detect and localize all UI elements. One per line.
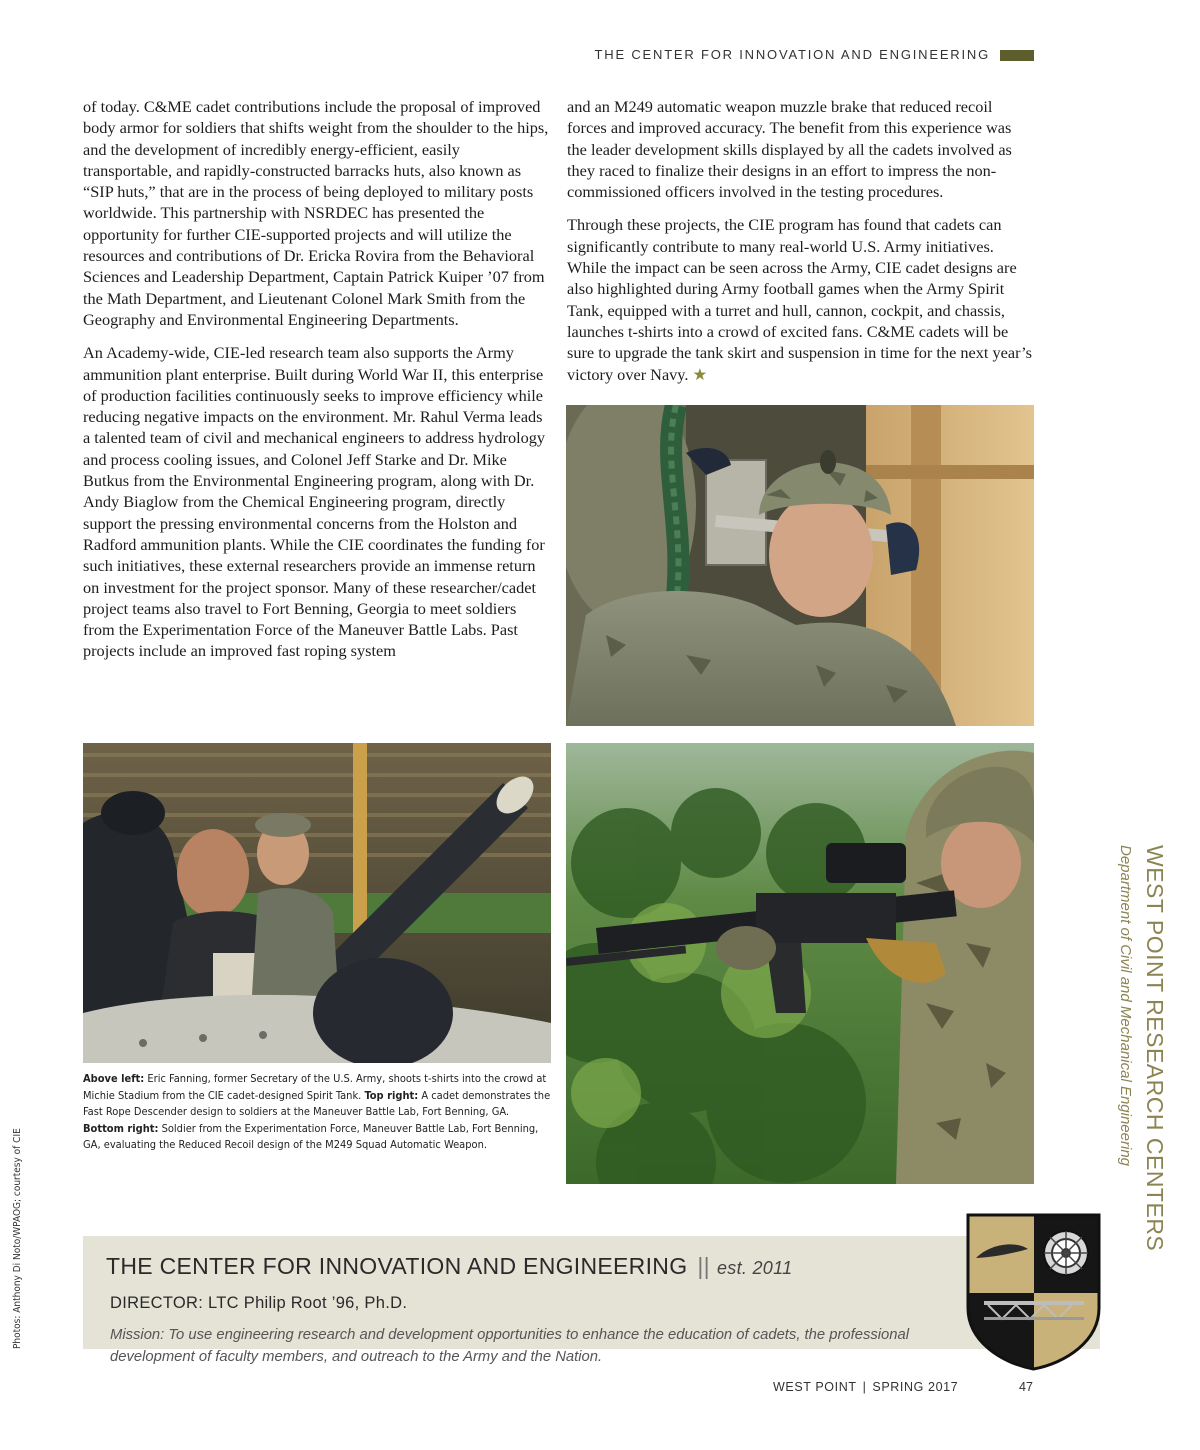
running-title: THE CENTER FOR INNOVATION AND ENGINEERING	[594, 47, 990, 62]
photo-caption	[83, 1071, 553, 1154]
caption-text-top-right: A cadet demonstrates the Fast Rope Descender design to soldiers at the Maneuver Battle Lab, Fort Benning, GA.	[83, 1088, 551, 1119]
photo-fast-rope-descender	[566, 405, 1034, 726]
banner-title: THE CENTER FOR INNOVATION AND ENGINEERING	[106, 1253, 688, 1279]
paragraph: An Academy-wide, CIE-led research team also supports the Army ammunition plant enterprise. Built during World War II, this enterprise of production facilities continuously seeks to improve efficiency while reducing negative impacts on the environment. Mr. Rahul Verma leads a talented team of civil and mechanical engineers to address hydrology and process cooling issues, and Colonel Jeff Starke and Dr. Mike Butkus from the Environmental Engineering program, along with Dr. Andy Biaglow from the Chemical Engineering program, directly support the pressing environmental concerns from the Holston and Radford ammunition plants. While the CIE coordinates the funding for such initiatives, these external researchers provide an immense return on investment for the project sponsor. Many of these researcher/cadet project teams also travel to Fort Benning, Georgia to meet soldiers from the Experimentation Force of the Maneuver Battle Labs. Past projects include an improved fast roping system	[83, 343, 546, 661]
paragraph-text: Through these projects, the CIE program has found that cadets can significantly contribute to many real-world U.S. Army initiatives. While the impact can be seen across the Army, CIE cadet designs are also highlighted during Army football games when the Army Spirit Tank, equipped with a turret and hull, cannon, cockpit, and chassis, launches t-shirts into a crowd of excited fans. C&ME cadets will be sure to upgrade the tank skirt and suspension in time for the next year’s victory over Navy.	[567, 215, 1032, 384]
footer-issue: SPRING 2017	[872, 1380, 959, 1394]
running-header	[520, 46, 1034, 66]
center-info-banner	[83, 1236, 1100, 1365]
banner-mission: Mission: To use engineering research and development opportunities to enhance the education of cadets, the professional development of faculty members, and outreach to the Army and the Nation.	[110, 1327, 910, 1365]
side-title-main: WEST POINT RESEARCH CENTERS	[1142, 845, 1168, 1252]
banner-director: DIRECTOR: LTC Philip Root ’96, Ph.D.	[110, 1294, 408, 1312]
footer-publication: WEST POINT	[773, 1380, 857, 1394]
banner-separator: ||	[697, 1253, 710, 1279]
article-column-right	[567, 96, 1035, 397]
banner-title-line	[106, 1253, 792, 1280]
article-column-left	[83, 96, 549, 674]
photo-credit: Photos: Anthony Di Noto/WPAOG; courtesy of CIE	[12, 1128, 23, 1349]
photo-spirit-tank-stadium	[83, 743, 551, 1063]
star-end-mark: ★	[692, 364, 708, 384]
caption-label-top-right: Top right:	[364, 1088, 419, 1102]
paragraph: and an M249 automatic weapon muzzle brake that reduced recoil forces and improved accuracy. The benefit from this experience was the leader development skills displayed by all the cadets involved as they raced to finalize their designs in an effort to impress the non-commissioned officers involved in the testing procedures.	[567, 97, 1012, 202]
page-footer	[773, 1380, 958, 1394]
cie-shield-crest	[966, 1213, 1101, 1371]
banner-established: est. 2011	[716, 1258, 793, 1278]
caption-text-above-left: Eric Fanning, former Secretary of the U.S. Army, shoots t-shirts into the crowd at Michie Stadium from the CIE cadet-designed Spirit Tank.	[83, 1072, 547, 1102]
side-title-subtitle: Department of Civil and Mechanical Engineering	[1117, 845, 1134, 1167]
section-side-title	[1113, 845, 1173, 1252]
footer-divider: |	[862, 1380, 867, 1394]
paragraph: of today. C&ME cadet contributions include the proposal of improved body armor for soldiers that shifts weight from the shoulder to the hips, and the development of incredibly energy-efficient, easily transportable, and rapidly-constructed barracks huts, also known as “SIP huts,” that are in the process of being deployed to military posts worldwide. This partnership with NSRDEC has presented the opportunity for further CIE-supported projects and will utilize the resources and contributions of Dr. Ericka Rovira from the Behavioral Sciences and Leadership Department, Captain Patrick Kuiper ’07 from the Math Department, and Lieutenant Colonel Mark Smith from the Geography and Environmental Engineering Departments.	[83, 97, 549, 329]
caption-label-bottom-right: Bottom right:	[83, 1121, 159, 1135]
paragraph-final	[567, 214, 1035, 384]
caption-text-bottom-right: Soldier from the Experimentation Force, Maneuver Battle Lab, Fort Benning, GA, evaluating the Reduced Recoil design of the M249 Squad Automatic Weapon.	[83, 1121, 539, 1152]
photo-m249-soldier	[566, 743, 1034, 1184]
caption-label-above-left: Above left:	[83, 1072, 145, 1085]
header-accent-block	[1000, 50, 1034, 61]
page-number: 47	[1019, 1380, 1033, 1394]
